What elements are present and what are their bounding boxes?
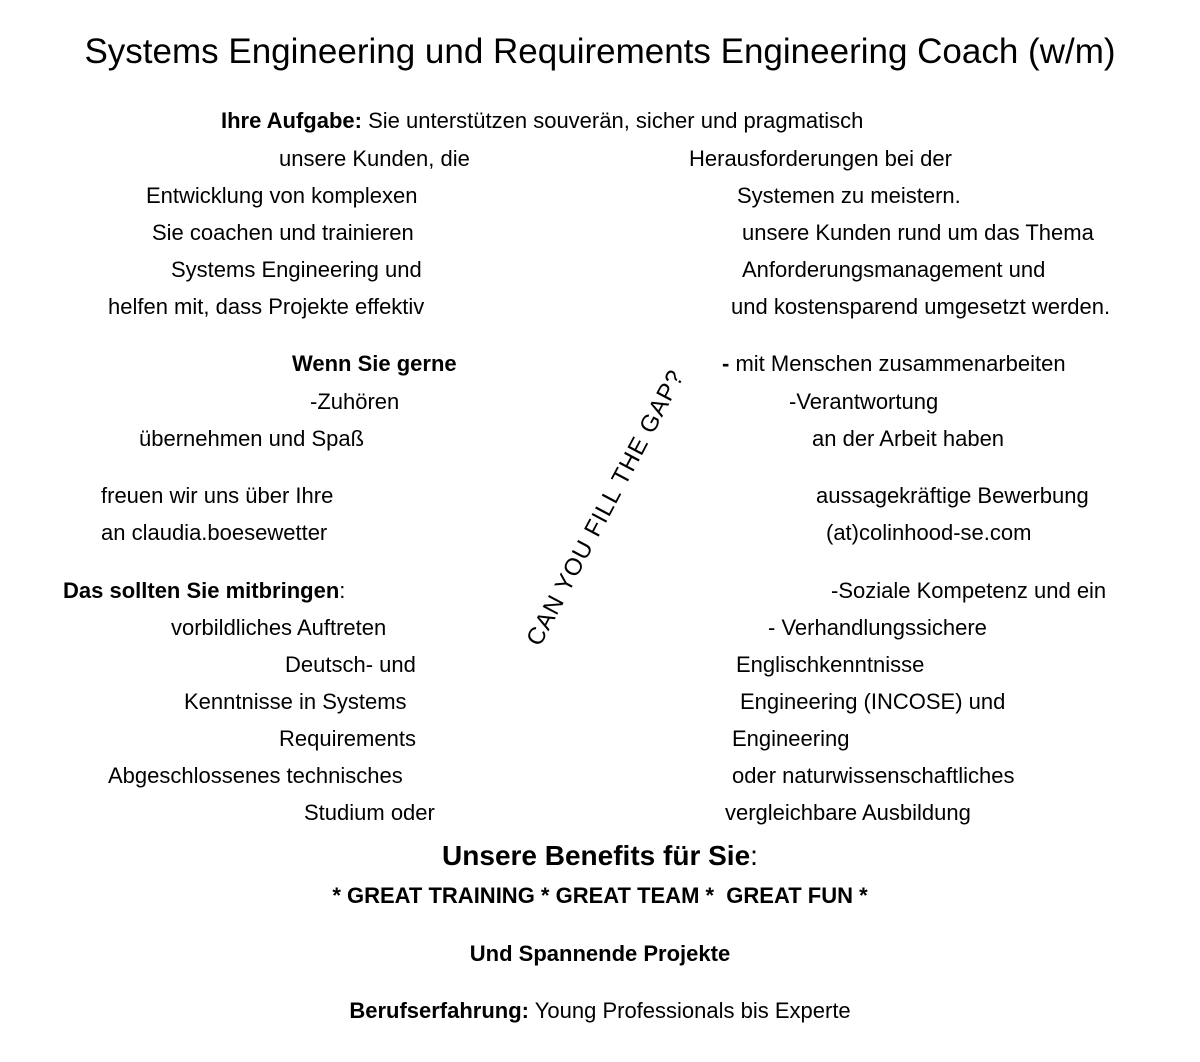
bewerbung-left-line: an claudia.boesewetter bbox=[101, 520, 328, 545]
wenn-label: Wenn Sie gerne bbox=[292, 351, 457, 376]
mitbringen-label: Das sollten Sie mitbringen bbox=[63, 578, 340, 603]
wenn-right-text: mit Menschen zusammenarbeiten bbox=[729, 351, 1066, 376]
bewerbung-right-line: (at)colinhood-se.com bbox=[826, 520, 1032, 545]
aufgabe-right-line: Anforderungsmanagement und bbox=[742, 257, 1046, 282]
aufgabe-left-line: Systems Engineering und bbox=[171, 257, 422, 282]
aufgabe-right-line: Systemen zu meistern. bbox=[737, 183, 961, 208]
aufgabe-intro: Sie unterstützen souverän, sicher und pragmatisch bbox=[368, 108, 864, 133]
mitbringen-left-line: vorbildliches Auftreten bbox=[171, 615, 387, 640]
mitbringen-right-line: - Verhandlungssichere bbox=[768, 615, 987, 640]
wenn-dash: - bbox=[722, 351, 730, 376]
aufgabe-label: Ihre Aufgabe: bbox=[221, 108, 362, 133]
wenn-right-line: -Verantwortung bbox=[789, 389, 939, 414]
erfahrung-label: Berufserfahrung: bbox=[349, 998, 530, 1023]
benefits-list: * GREAT TRAINING * GREAT TEAM * GREAT FUN * bbox=[332, 883, 868, 908]
mitbringen-left-line: Studium oder bbox=[304, 800, 435, 825]
mitbringen-right-line: vergleichbare Ausbildung bbox=[725, 800, 971, 825]
mitbringen-label-line bbox=[63, 577, 345, 605]
wenn-left-line: übernehmen und Spaß bbox=[139, 426, 365, 451]
wenn-right-first bbox=[722, 350, 1066, 378]
aufgabe-right-line: und kostensparend umgesetzt werden. bbox=[731, 294, 1111, 319]
mitbringen-right-line: Englischkenntnisse bbox=[736, 652, 925, 677]
mitbringen-left-line: Requirements bbox=[279, 726, 416, 751]
aufgabe-right-line: unsere Kunden rund um das Thema bbox=[742, 220, 1094, 245]
wenn-right-line: an der Arbeit haben bbox=[812, 426, 1005, 451]
bewerbung-right-line: aussagekräftige Bewerbung bbox=[816, 483, 1089, 508]
aufgabe-right-line: Herausforderungen bei der bbox=[689, 146, 952, 171]
erfahrung-line bbox=[0, 997, 1200, 1025]
wenn-left-line: -Zuhören bbox=[310, 389, 400, 414]
fill-the-gap-text: CAN YOU FILL THE GAP? bbox=[521, 365, 690, 651]
aufgabe-left-line: unsere Kunden, die bbox=[279, 146, 470, 171]
page-title: Systems Engineering und Requirements Engineering Coach (w/m) bbox=[84, 32, 1116, 71]
mitbringen-right-line: Engineering (INCOSE) und bbox=[740, 689, 1006, 714]
benefits-heading-line bbox=[0, 838, 1200, 874]
benefits-projects: Und Spannende Projekte bbox=[469, 941, 731, 966]
erfahrung-value: Young Professionals bis Experte bbox=[529, 998, 851, 1023]
benefits-colon: : bbox=[750, 840, 758, 871]
aufgabe-left-line: Sie coachen und trainieren bbox=[152, 220, 414, 245]
benefits-heading: Unsere Benefits für Sie bbox=[442, 840, 751, 871]
mitbringen-colon: : bbox=[339, 578, 346, 603]
aufgabe-left-line: Entwicklung von komplexen bbox=[146, 183, 418, 208]
bewerbung-left-line: freuen wir uns über Ihre bbox=[101, 483, 334, 508]
mitbringen-right-line: Engineering bbox=[732, 726, 850, 751]
mitbringen-right-line: -Soziale Kompetenz und ein bbox=[831, 578, 1107, 603]
mitbringen-left-line: Abgeschlossenes technisches bbox=[108, 763, 403, 788]
aufgabe-left-line: helfen mit, dass Projekte effektiv bbox=[108, 294, 425, 319]
mitbringen-left-line: Kenntnisse in Systems bbox=[184, 689, 407, 714]
aufgabe-intro-line bbox=[221, 107, 863, 135]
mitbringen-right-line: oder naturwissenschaftliches bbox=[732, 763, 1015, 788]
mitbringen-left-line: Deutsch- und bbox=[285, 652, 416, 677]
